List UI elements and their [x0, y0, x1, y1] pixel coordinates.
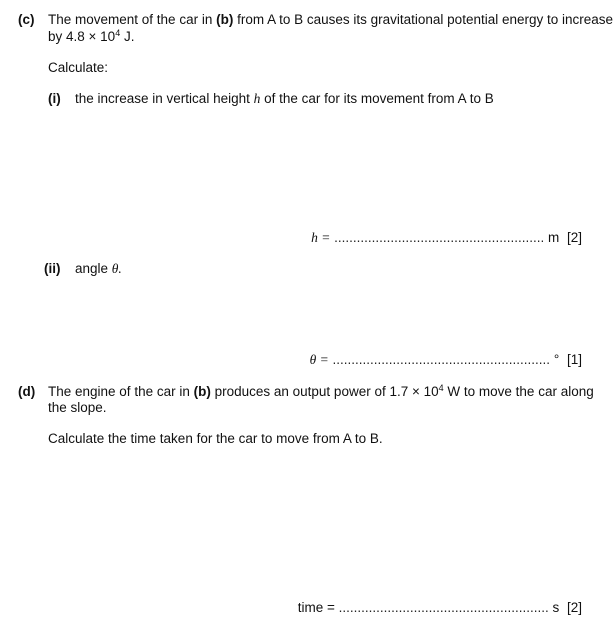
answer-label-theta: θ =: [309, 352, 329, 367]
answer-unit-theta: °: [553, 352, 560, 367]
answer-unit-h: m: [547, 230, 560, 245]
answer-label-h: h =: [311, 230, 331, 245]
part-d-label: (d): [18, 384, 36, 399]
marks-theta: [1]: [566, 352, 582, 367]
part-d-question-line1: The engine of the car in (b) produces an output power of $1.7 \times 10^4$ W to move the car along: [48, 383, 594, 399]
answer-line-theta[interactable]: [310, 351, 582, 368]
part-c-question-line1: The movement of the car in (b) from A to B causes its gravitational potential energy to increase: [48, 12, 614, 27]
part-d-instruction: Calculate the time taken for the car to move from A to B.: [48, 431, 383, 446]
sub-question-ii-label: (ii): [44, 261, 61, 276]
answer-line-time[interactable]: [298, 599, 582, 616]
calculate-instruction: Calculate:: [48, 60, 109, 75]
part-d-question-line2: the slope.: [48, 400, 107, 415]
marks-time: [2]: [566, 600, 582, 615]
sub-question-ii-text: angle θ.: [75, 261, 122, 276]
sub-question-i-text: the increase in vertical height h of the car for its movement from A to B: [75, 91, 494, 106]
answer-dots-theta: ..........................................................: [332, 352, 551, 367]
part-c-question-line2: by $4.8 \times 10^4$ J.: [48, 28, 135, 44]
answer-line-h[interactable]: [311, 229, 582, 246]
marks-h: [2]: [566, 230, 582, 245]
answer-dots-h: ........................................................: [334, 230, 545, 245]
part-c-label: (c): [18, 12, 35, 27]
sub-question-i-label: (i): [48, 91, 61, 106]
answer-unit-time: s: [552, 600, 560, 615]
answer-dots-time: ........................................................: [338, 600, 549, 615]
answer-label-time: time =: [297, 600, 335, 615]
